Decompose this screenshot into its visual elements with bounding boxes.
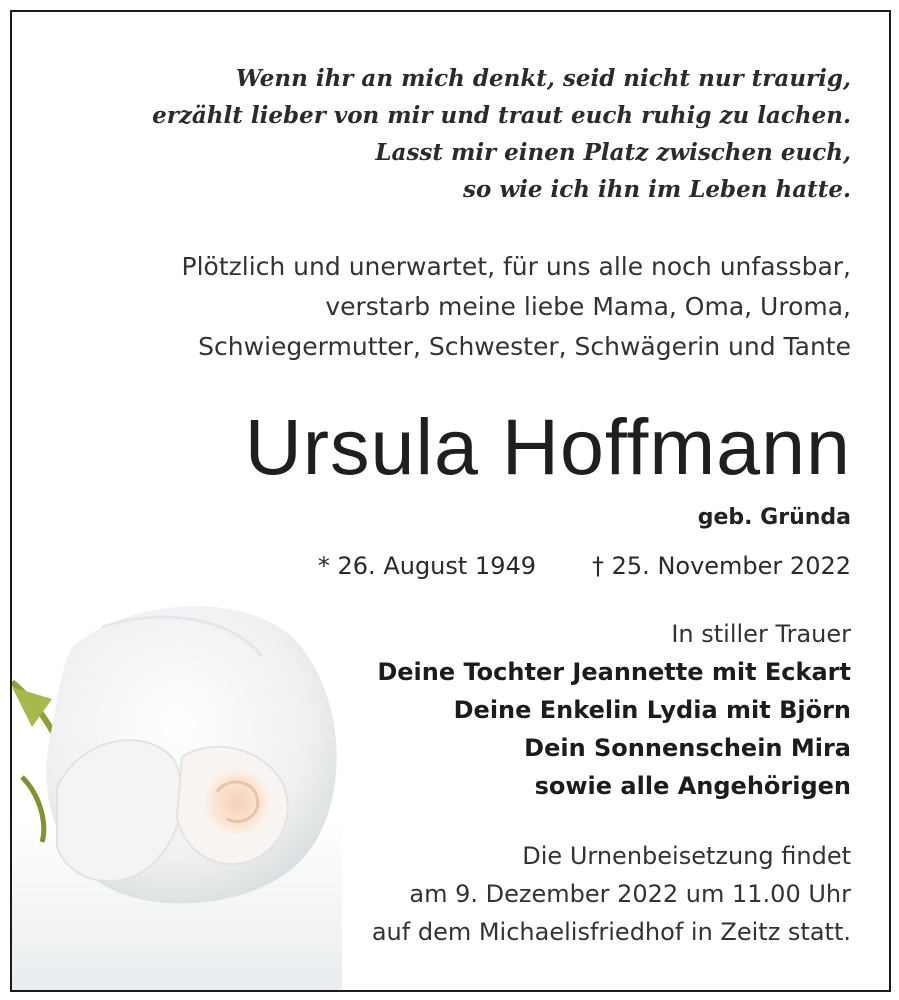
life-dates — [318, 547, 851, 585]
burial-line: am 9. Dezember 2022 um 11.00 Uhr — [409, 880, 851, 908]
deceased-name: Ursula Hoffmann — [244, 402, 851, 491]
burial-line: auf dem Michaelisfriedhof in Zeitz statt. — [371, 918, 851, 946]
burial-line: Die Urnenbeisetzung findet — [522, 842, 851, 870]
burial-info — [372, 837, 851, 951]
maiden-name: geb. Gründa — [697, 505, 851, 530]
poem-line: Wenn ihr an mich denkt, seid nicht nur traurig, — [235, 65, 851, 92]
death-announcement — [182, 247, 851, 367]
mourning-intro: In stiller Trauer — [671, 620, 851, 648]
memorial-poem — [152, 60, 851, 208]
white-rose-image — [12, 587, 372, 991]
mourner: sowie alle Angehörigen — [534, 772, 851, 800]
mourners-list — [377, 653, 851, 805]
birth-date: * 26. August 1949 — [317, 552, 537, 580]
poem-line: Lasst mir einen Platz zwischen euch, — [375, 139, 851, 166]
announcement-line: Schwiegermutter, Schwester, Schwägerin und Tante — [198, 332, 851, 361]
mourner: Deine Enkelin Lydia mit Björn — [453, 696, 851, 724]
mourner: Dein Sonnenschein Mira — [524, 734, 851, 762]
announcement-line: Plötzlich und unerwartet, für uns alle noch unfassbar, — [181, 252, 851, 281]
death-date: † 25. November 2022 — [592, 552, 851, 580]
poem-line: erzählt lieber von mir und traut euch ruhig zu lachen. — [152, 102, 851, 129]
announcement-line: verstarb meine liebe Mama, Oma, Uroma, — [325, 292, 851, 321]
obituary-notice — [10, 10, 891, 992]
mourner: Deine Tochter Jeannette mit Eckart — [377, 658, 851, 686]
poem-line: so wie ich ihn im Leben hatte. — [463, 176, 851, 203]
